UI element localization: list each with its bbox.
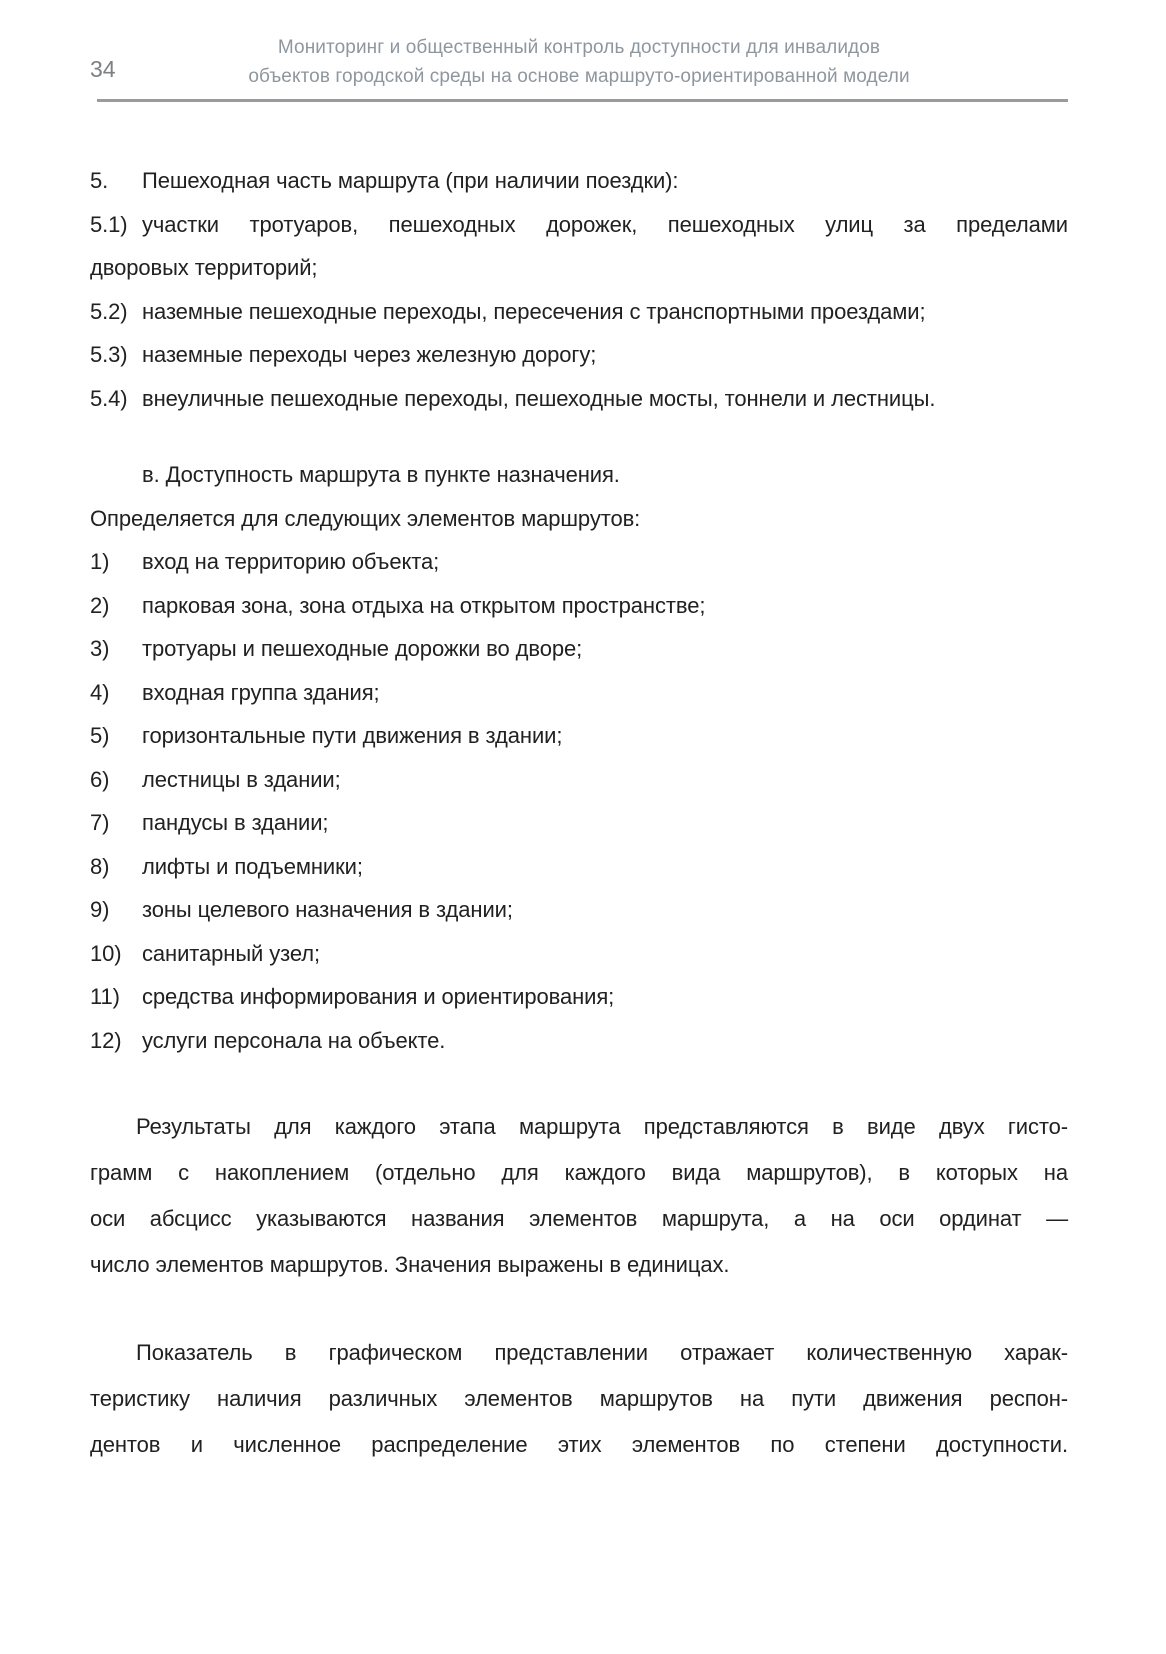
list-item: [90, 203, 1068, 247]
running-header: [90, 0, 1068, 102]
list-item-number: 5.2): [90, 298, 128, 324]
list-item-number: 5.: [90, 168, 109, 193]
paragraph: [90, 1330, 1068, 1468]
list-item-number: 7): [90, 810, 110, 835]
subsection-heading: в. Доступность маршрута в пункте назначения.: [142, 462, 620, 487]
paragraph-line: теристику наличия различных элементов маршрутов на пути движения респон-: [90, 1386, 1068, 1411]
list-item-number: 1): [90, 549, 110, 574]
list-item-number: 9): [90, 897, 110, 922]
paragraph-line: оси абсцисс указываются названия элементов маршрута, а на оси ординат —: [90, 1206, 1068, 1231]
list-item: [90, 888, 1068, 932]
running-header-title-line1: Мониторинг и общественный контроль доступности для инвалидов: [277, 37, 881, 58]
list-item-number: 3): [90, 636, 110, 661]
list-item-text: лестницы в здании;: [142, 766, 341, 792]
list-item-text: входная группа здания;: [142, 679, 380, 705]
paragraph-line: дентов и численное распределение этих элементов по степени доступности.: [90, 1432, 1068, 1457]
list-item: [90, 932, 1068, 976]
paragraph-line: Показатель в графическом представлении отражает количественную харак-: [136, 1340, 1068, 1365]
list-item: [90, 159, 1068, 203]
list-item-number: 5): [90, 723, 110, 748]
list-item-text: Пешеходная часть маршрута (при наличии поездки):: [142, 168, 679, 193]
subsection-subheading: Определяется для следующих элементов маршрутов:: [90, 505, 641, 531]
list-item-text: наземные пешеходные переходы, пересечения с транспортными проездами;: [142, 298, 926, 324]
page-number: 34: [90, 56, 116, 82]
list-item: [90, 714, 1068, 758]
list-item-text: услуги персонала на объекте.: [142, 1027, 446, 1053]
header-rule: [97, 99, 1068, 102]
list-item-text: вход на территорию объекта;: [142, 549, 440, 574]
list-item-number: 12): [90, 1027, 122, 1053]
list-item: [90, 1019, 1068, 1063]
running-header-title-line2: объектов городской среды на основе маршруто-ориентированной модели: [248, 66, 910, 87]
paragraph-line: грамм с накоплением (отдельно для каждого вида маршрутов), в которых на: [90, 1160, 1068, 1185]
paragraph: [90, 1104, 1068, 1288]
paragraph-line: число элементов маршрутов. Значения выражены в единицах.: [90, 1252, 730, 1277]
paragraph-line: Результаты для каждого этапа маршрута представляются в виде двух гисто-: [136, 1114, 1068, 1139]
list-item-number: 10): [90, 940, 122, 966]
list-item-number: 5.3): [90, 342, 128, 367]
list-item: [90, 758, 1068, 802]
list-item: [90, 975, 1068, 1019]
list-item: [90, 540, 1068, 584]
list-item-continuation: дворовых территорий;: [90, 255, 318, 280]
list-item-number: 5.1): [90, 211, 128, 237]
list-item: [90, 290, 1068, 334]
list-item: [90, 584, 1068, 628]
list-item-text: средства информирования и ориентирования;: [142, 984, 615, 1009]
list-item-number: 5.4): [90, 385, 128, 411]
list-item-text: пандусы в здании;: [142, 810, 329, 835]
list-item-text: лифты и подъемники;: [142, 853, 363, 879]
list-item-text: горизонтальные пути движения в здании;: [142, 723, 563, 748]
list-item: [90, 671, 1068, 715]
list-item-number: 4): [90, 679, 110, 705]
list-item-text: парковая зона, зона отдыха на открытом пространстве;: [142, 592, 706, 618]
list-item-number: 8): [90, 853, 110, 879]
list-item-text: участки тротуаров, пешеходных дорожек, пешеходных улиц за пределами: [142, 211, 1068, 237]
list-item-text: санитарный узел;: [142, 940, 321, 966]
list-item-text: внеуличные пешеходные переходы, пешеходные мосты, тоннели и лестницы.: [142, 385, 936, 411]
list-item-text: наземные переходы через железную дорогу;: [142, 342, 597, 367]
list-item: [90, 845, 1068, 889]
list-item: [90, 333, 1068, 377]
list-item: [90, 801, 1068, 845]
page-body: [90, 159, 1068, 1468]
running-header-title: [90, 33, 1068, 91]
list-item-number: 6): [90, 766, 110, 792]
list-item: [90, 627, 1068, 671]
list-item-text: тротуары и пешеходные дорожки во дворе;: [142, 636, 583, 661]
list-item-number: 11): [90, 984, 120, 1009]
list-item: [90, 377, 1068, 421]
list-item-number: 2): [90, 592, 110, 618]
list-item-text: зоны целевого назначения в здании;: [142, 897, 513, 922]
